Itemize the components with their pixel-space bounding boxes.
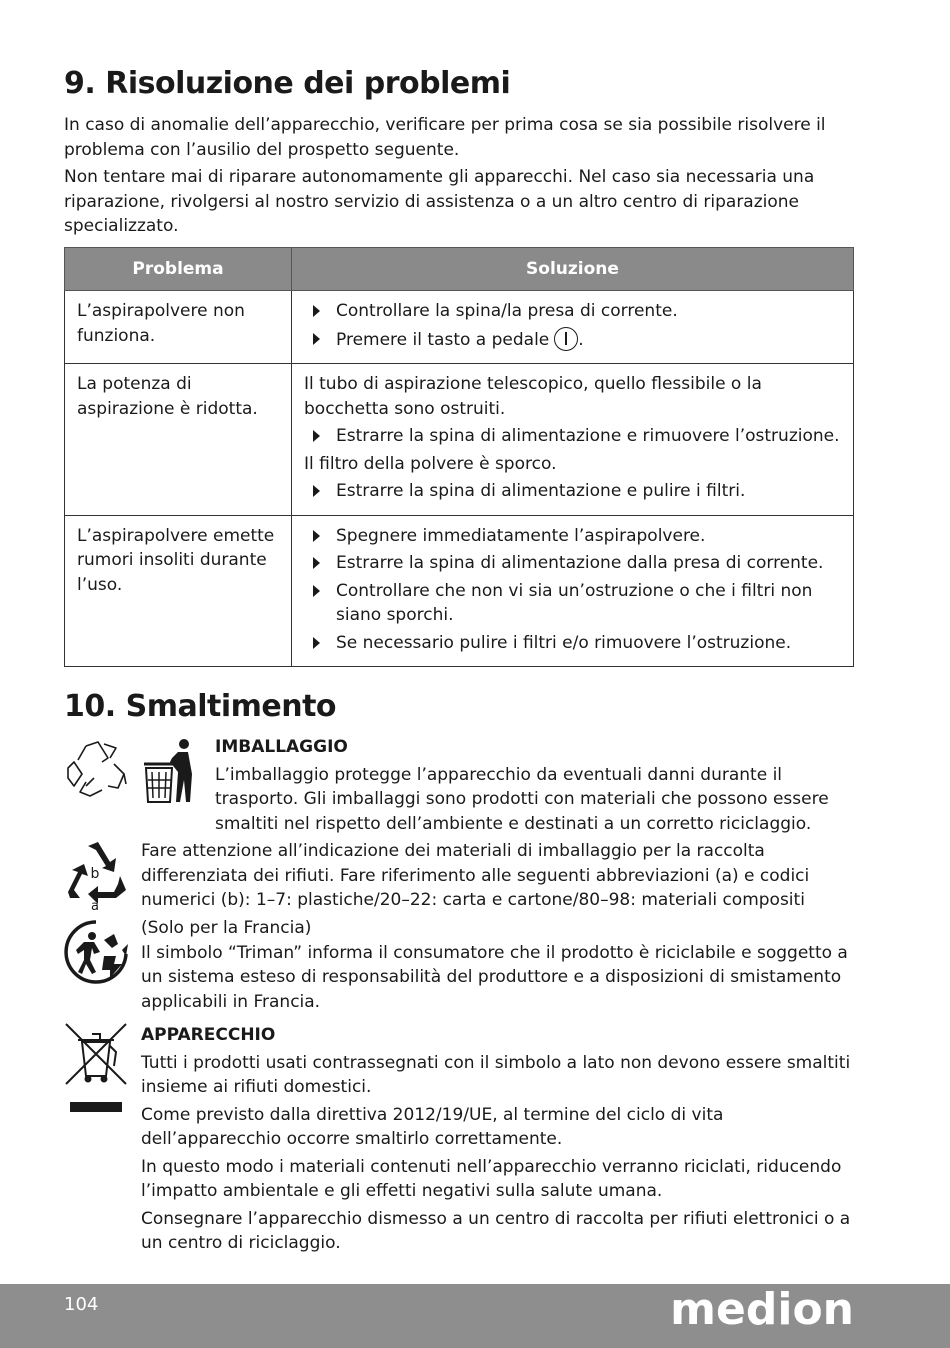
solution-item-end: . xyxy=(578,329,584,350)
intro-paragraph-1: In caso di anomalie dell’apparecchio, verificare per prima cosa se sia possibile risolvere il problema con l’ausilio del prospetto seguente. xyxy=(64,115,826,160)
solution-cell xyxy=(292,515,854,667)
solution-cause: Il tubo di aspirazione telescopico, quello flessibile o la bocchetta sono ostruiti. xyxy=(304,374,762,419)
solution-cell xyxy=(292,364,854,516)
page-number: 104 xyxy=(64,1294,99,1315)
solution-item-text: Premere il tasto a pedale xyxy=(336,329,550,350)
solution-item: Controllare che non vi sia un’ostruzione o che i filtri non siano sporchi. xyxy=(304,579,841,628)
packaging-block xyxy=(215,735,854,836)
solution-item: Spegnere immediatamente l’aspirapolvere. xyxy=(304,524,841,549)
device-block xyxy=(141,1023,854,1256)
solution-cause: Il filtro della polvere è sporco. xyxy=(304,453,557,474)
solution-cell xyxy=(292,291,854,364)
brand-logo: medion xyxy=(670,1284,854,1335)
recycle-code-a: a xyxy=(91,899,99,910)
section-9-intro xyxy=(64,113,854,239)
materials-block xyxy=(141,839,854,913)
problem-cell: L’aspirapolvere non funziona. xyxy=(65,291,292,364)
device-paragraph-1: Tutti i prodotti usati contrassegnati con il simbolo a lato non devono essere smaltiti insieme ai rifiuti domestici. xyxy=(141,1052,851,1097)
intro-paragraph-2: Non tentare mai di riparare autonomamente gli apparecchi. Nel caso sia necessaria una riparazione, rivolgersi al nostro servizio di assistenza o a un altro centro di riparazione specializzato. xyxy=(64,167,815,236)
triman-block xyxy=(141,916,854,1014)
packaging-text: L’imballaggio protegge l’apparecchio da eventuali danni durante il trasporto. Gli imballaggi sono prodotti con materiali che possono essere smaltiti nel rispetto dell’ambiente e destinati a un corretto riciclaggio. xyxy=(215,764,829,834)
france-note: (Solo per la Francia) xyxy=(141,918,312,938)
solution-item: Estrarre la spina di alimentazione e rimuovere l’ostruzione. xyxy=(304,424,841,449)
problem-cell: La potenza di aspirazione è ridotta. xyxy=(65,364,292,516)
solution-item: Estrarre la spina di alimentazione dalla presa di corrente. xyxy=(304,551,841,576)
page-footer xyxy=(0,1284,950,1348)
tidy-man-bin-icon xyxy=(142,738,198,806)
troubleshooting-table xyxy=(64,247,854,667)
section-10-title: 10. Smaltimento xyxy=(64,689,337,724)
solution-item: Se necessario pulire i filtri e/o rimuovere l’ostruzione. xyxy=(304,631,841,656)
device-paragraph-3: In questo modo i materiali contenuti nell’apparecchio verranno riciclati, riducendo l’impatto ambientale e gli effetti negativi sulla salute umana. xyxy=(141,1156,842,1201)
solution-item xyxy=(304,327,841,353)
device-heading: APPARECCHIO xyxy=(141,1025,276,1045)
recycling-triangle-icon xyxy=(64,840,130,910)
section-9-title: 9. Risoluzione dei problemi xyxy=(64,66,511,101)
header-problem: Problema xyxy=(65,248,292,291)
recycle-arrows-icon xyxy=(64,738,130,802)
crossed-bin-icon xyxy=(64,1022,128,1114)
solution-item: Controllare la spina/la presa di corrente. xyxy=(304,299,841,324)
table-header-row xyxy=(65,248,854,291)
pedal-button-icon xyxy=(554,327,578,351)
device-paragraph-4: Consegnare l’apparecchio dismesso a un centro di raccolta per rifiuti elettronici o a un centro di riciclaggio. xyxy=(141,1208,851,1253)
triman-icon xyxy=(64,920,130,984)
header-solution: Soluzione xyxy=(292,248,854,291)
solution-item: Estrarre la spina di alimentazione e pulire i filtri. xyxy=(304,479,841,504)
triman-text: Il simbolo “Triman” informa il consumatore che il prodotto è riciclabile e soggetto a un sistema esteso di responsabilità del produttore e a disposizioni di smistamento applicabili in Francia. xyxy=(141,942,848,1012)
table-row xyxy=(65,291,854,364)
packaging-heading: IMBALLAGGIO xyxy=(215,737,348,757)
materials-text: Fare attenzione all’indicazione dei materiali di imballaggio per la raccolta differenziata dei rifiuti. Fare riferimento alle seguenti abbreviazioni (a) e codici numerici (b): 1–7: plastiche/20–22: carta e cartone/80–98: materiali compositi xyxy=(141,841,810,910)
recycle-code-b: b xyxy=(90,866,100,882)
device-paragraph-2: Come previsto dalla direttiva 2012/19/UE, al termine del ciclo di vita dell’apparecchio occorre smaltirlo correttamente. xyxy=(141,1104,724,1149)
table-row xyxy=(65,515,854,667)
problem-cell: L’aspirapolvere emette rumori insoliti durante l’uso. xyxy=(65,515,292,667)
table-row xyxy=(65,364,854,516)
